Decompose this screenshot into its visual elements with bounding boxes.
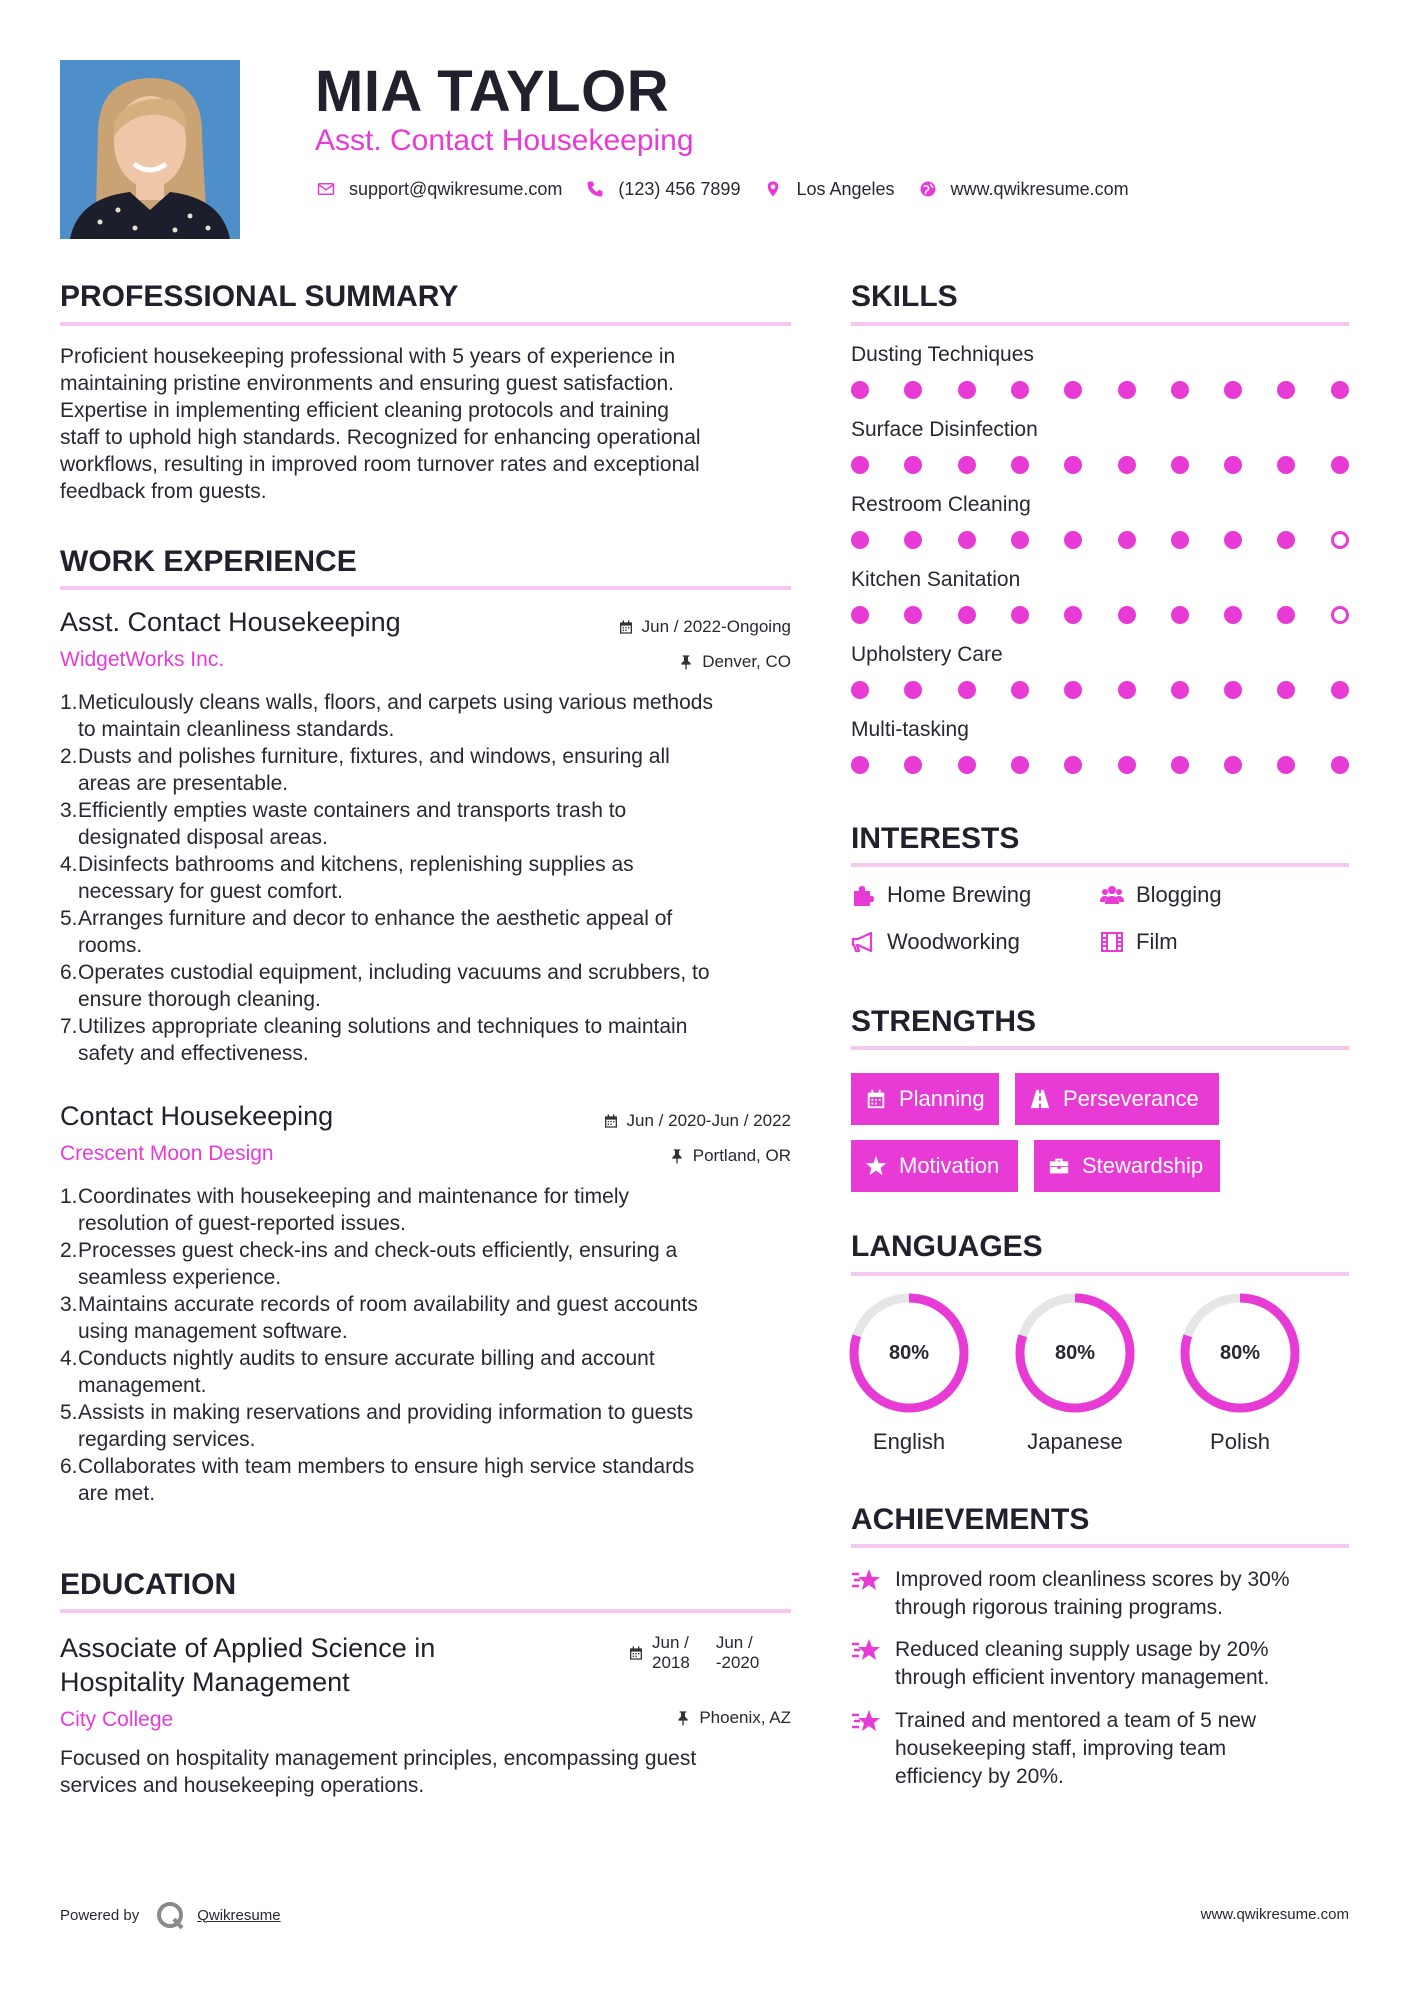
strength-badge: Stewardship: [1034, 1140, 1220, 1192]
list-item: 2. Dusts and polishes furniture, fixtures, and windows, ensuring all areas are presentable.: [60, 745, 670, 795]
skill-rating: [851, 606, 1349, 626]
strength-badge: Motivation: [851, 1140, 1018, 1192]
achievement-item: Trained and mentored a team of 5 new housekeeping staff, improving team efficiency by 20%.: [851, 1707, 1349, 1791]
envelope-icon: [315, 178, 337, 200]
job-location: [669, 1146, 791, 1166]
users-icon: [1100, 883, 1124, 907]
contact-location: Los Angeles: [796, 178, 895, 199]
job-date-text: Jun / 2022-Ongoing: [641, 617, 791, 636]
education-date: Jun / 2018 Jun / -2020: [628, 1633, 759, 1673]
achievement-item: Reduced cleaning supply usage by 20% through efficient inventory management.: [851, 1636, 1349, 1692]
briefcase-icon: [1048, 1155, 1070, 1177]
section-divider: [851, 1272, 1349, 1276]
phone-icon: [584, 178, 606, 200]
rating-dot-filled: [904, 381, 922, 399]
rating-dot-filled: [1277, 756, 1295, 774]
skill-rating: [851, 681, 1349, 701]
section-heading-achievements: ACHIEVEMENTS: [851, 1503, 1090, 1536]
map-pin-icon: [762, 178, 784, 200]
qwikresume-logo-icon: [155, 1900, 185, 1930]
summary-line: Expertise in implementing efficient cleaning protocols and training: [60, 399, 669, 422]
language-gauge: [1013, 1291, 1137, 1415]
rating-dot-filled: [851, 531, 869, 549]
section-heading-skills: SKILLS: [851, 280, 958, 313]
rating-dot-filled: [958, 531, 976, 549]
rating-dot-filled: [1277, 606, 1295, 624]
footer-website[interactable]: www.qwikresume.com: [1200, 1906, 1349, 1923]
contact-email[interactable]: support@qwikresume.com: [349, 178, 563, 199]
rating-dot-empty: [1331, 606, 1349, 624]
rating-dot-filled: [1277, 681, 1295, 699]
shooting-star-icon: [851, 1636, 883, 1664]
list-item: 6. Operates custodial equipment, including vacuums and scrubbers, to ensure thorough cleaning.: [60, 961, 710, 1011]
rating-dot-filled: [1011, 456, 1029, 474]
job-location-text: Denver, CO: [702, 652, 791, 671]
rating-dot-filled: [904, 531, 922, 549]
rating-dot-filled: [1277, 381, 1295, 399]
road-icon: [1029, 1088, 1051, 1110]
section-heading-languages: LANGUAGES: [851, 1230, 1043, 1263]
summary-line: maintaining pristine environments and ensuring guest satisfaction.: [60, 372, 675, 395]
section-divider: [851, 322, 1349, 326]
contact-website[interactable]: www.qwikresume.com: [950, 178, 1129, 199]
rating-dot-filled: [1224, 756, 1242, 774]
footer-powered-by: Powered by Qwikresume: [60, 1900, 281, 1930]
list-item: 4. Conducts nightly audits to ensure accurate billing and account management.: [60, 1347, 655, 1397]
list-item: 3. Efficiently empties waste containers and transports trash to designated disposal areas.: [60, 799, 627, 849]
rating-dot-filled: [1064, 606, 1082, 624]
avatar-illustration: [60, 60, 240, 239]
rating-dot-filled: [1224, 381, 1242, 399]
strength-badge: Perseverance: [1015, 1073, 1219, 1125]
film-icon: [1100, 930, 1124, 954]
rating-dot-filled: [851, 606, 869, 624]
interest-item: Blogging: [1100, 882, 1222, 908]
skill-name: Multi-tasking: [851, 718, 969, 741]
strength-badge: Planning: [851, 1073, 999, 1125]
skill-rating: [851, 381, 1349, 401]
education-description: Focused on hospitality management principles, encompassing guest services and housekeeping operations.: [60, 1747, 697, 1797]
section-divider: [851, 1046, 1349, 1050]
rating-dot-filled: [1064, 531, 1082, 549]
summary-line: staff to uphold high standards. Recognized for enhancing operational: [60, 426, 701, 449]
skill-name: Restroom Cleaning: [851, 493, 1031, 516]
job-company: WidgetWorks Inc.: [60, 648, 225, 671]
language-gauge: [1178, 1291, 1302, 1415]
contact-bar: [315, 178, 1151, 200]
globe-icon: [917, 178, 939, 200]
section-divider: [60, 586, 791, 590]
skill-rating: [851, 456, 1349, 476]
section-heading-experience: WORK EXPERIENCE: [60, 545, 357, 578]
star-icon: [865, 1155, 887, 1177]
skill-name: Kitchen Sanitation: [851, 568, 1021, 591]
list-item: 4. Disinfects bathrooms and kitchens, replenishing supplies as necessary for guest comfort.: [60, 853, 634, 903]
rating-dot-filled: [1064, 381, 1082, 399]
rating-dot-filled: [958, 606, 976, 624]
rating-dot-filled: [1064, 681, 1082, 699]
section-divider: [60, 1609, 791, 1613]
skill-name: Surface Disinfection: [851, 418, 1038, 441]
language-gauge: [847, 1291, 971, 1415]
summary-line: workflows, resulting in improved room turnover rates and exceptional: [60, 453, 700, 476]
rating-dot-filled: [1118, 756, 1136, 774]
job-date: [603, 1111, 791, 1131]
list-item: 5. Arranges furniture and decor to enhance the aesthetic appeal of rooms.: [60, 907, 673, 957]
interest-item: Home Brewing: [851, 882, 1031, 908]
education-location: Phoenix, AZ: [675, 1708, 791, 1728]
rating-dot-filled: [1064, 756, 1082, 774]
rating-dot-filled: [904, 681, 922, 699]
rating-dot-filled: [1277, 531, 1295, 549]
shooting-star-icon: [851, 1566, 883, 1594]
rating-dot-filled: [1011, 381, 1029, 399]
list-item: 2. Processes guest check-ins and check-outs efficiently, ensuring a seamless experience.: [60, 1239, 678, 1289]
pushpin-icon: [675, 1710, 691, 1726]
rating-dot-empty: [1331, 531, 1349, 549]
rating-dot-filled: [958, 756, 976, 774]
skill-rating: [851, 756, 1349, 776]
rating-dot-filled: [1011, 681, 1029, 699]
calendar-icon: [618, 619, 634, 635]
section-divider: [851, 863, 1349, 867]
pushpin-icon: [669, 1148, 685, 1164]
job-location: [678, 652, 791, 672]
language-percent: 80%: [1054, 1341, 1096, 1364]
rating-dot-filled: [904, 756, 922, 774]
list-item: 7. Utilizes appropriate cleaning solutions and techniques to maintain safety and effectiveness.: [60, 1015, 688, 1065]
skill-name: Upholstery Care: [851, 643, 1003, 666]
language-percent: 80%: [888, 1341, 930, 1364]
rating-dot-filled: [1064, 456, 1082, 474]
list-item: 3. Maintains accurate records of room availability and guest accounts using management software.: [60, 1293, 698, 1343]
rating-dot-filled: [1118, 531, 1136, 549]
list-item: 1. Coordinates with housekeeping and maintenance for timely resolution of guest-reported issues.: [60, 1185, 629, 1235]
profile-photo: [60, 60, 240, 239]
rating-dot-filled: [958, 456, 976, 474]
language-name: English: [872, 1429, 946, 1454]
rating-dot-filled: [1118, 381, 1136, 399]
list-item: 5. Assists in making reservations and providing information to guests regarding services.: [60, 1401, 694, 1451]
candidate-title: Asst. Contact Housekeeping: [315, 124, 694, 157]
rating-dot-filled: [958, 681, 976, 699]
skill-rating: [851, 531, 1349, 551]
pushpin-icon: [678, 654, 694, 670]
language-name: Polish: [1210, 1429, 1270, 1454]
rating-dot-filled: [1171, 681, 1189, 699]
rating-dot-filled: [1171, 606, 1189, 624]
rating-dot-filled: [1224, 456, 1242, 474]
interest-item: Woodworking: [851, 929, 1020, 955]
candidate-name: MIA TAYLOR: [315, 59, 670, 124]
interest-item: Film: [1100, 929, 1178, 955]
puzzle-icon: [851, 883, 875, 907]
rating-dot-filled: [1171, 456, 1189, 474]
rating-dot-filled: [851, 456, 869, 474]
degree-title: Associate of Applied Science in Hospitality Management: [60, 1633, 436, 1697]
rating-dot-filled: [1171, 756, 1189, 774]
rating-dot-filled: [1331, 381, 1349, 399]
contact-phone[interactable]: (123) 456 7899: [618, 178, 741, 199]
rating-dot-filled: [851, 381, 869, 399]
section-divider: [851, 1544, 1349, 1548]
section-divider: [60, 322, 791, 326]
job-company: Crescent Moon Design: [60, 1142, 274, 1165]
calendar-icon: [628, 1645, 644, 1661]
rating-dot-filled: [1118, 606, 1136, 624]
list-item: 6. Collaborates with team members to ensure high service standards are met.: [60, 1455, 695, 1505]
rating-dot-filled: [1118, 681, 1136, 699]
section-heading-interests: INTERESTS: [851, 822, 1020, 855]
summary-text: [60, 343, 791, 505]
rating-dot-filled: [851, 681, 869, 699]
rating-dot-filled: [1171, 381, 1189, 399]
school-name: City College: [60, 1708, 174, 1731]
shooting-star-icon: [851, 1707, 883, 1735]
rating-dot-filled: [1118, 456, 1136, 474]
achievement-item: Improved room cleanliness scores by 30% through rigorous training programs.: [851, 1566, 1349, 1622]
rating-dot-filled: [904, 456, 922, 474]
language-percent: 80%: [1219, 1341, 1261, 1364]
job-date: [618, 617, 791, 637]
summary-line: feedback from guests.: [60, 480, 267, 503]
section-heading-strengths: STRENGTHS: [851, 1005, 1037, 1038]
list-item: 1. Meticulously cleans walls, floors, and carpets using various methods to maintain cleanliness standards.: [60, 691, 713, 741]
qwikresume-link[interactable]: Qwikresume: [197, 1906, 281, 1924]
job-location-text: Portland, OR: [692, 1146, 791, 1165]
job-bullets: [60, 689, 791, 1067]
rating-dot-filled: [1277, 456, 1295, 474]
job-bullets: [60, 1183, 791, 1507]
rating-dot-filled: [1224, 531, 1242, 549]
job-title: Contact Housekeeping: [60, 1101, 334, 1131]
language-name: Japanese: [1027, 1429, 1123, 1454]
rating-dot-filled: [1224, 606, 1242, 624]
calendar-icon: [603, 1113, 619, 1129]
rating-dot-filled: [1171, 531, 1189, 549]
calendar-icon: [865, 1088, 887, 1110]
rating-dot-filled: [1011, 606, 1029, 624]
megaphone-icon: [851, 930, 875, 954]
rating-dot-filled: [1011, 756, 1029, 774]
rating-dot-filled: [1331, 681, 1349, 699]
rating-dot-filled: [1331, 756, 1349, 774]
summary-line: Proficient housekeeping professional with 5 years of experience in: [60, 345, 676, 368]
rating-dot-filled: [1224, 681, 1242, 699]
rating-dot-filled: [1331, 456, 1349, 474]
section-heading-education: EDUCATION: [60, 1568, 237, 1601]
skill-name: Dusting Techniques: [851, 343, 1034, 366]
job-date-text: Jun / 2020-Jun / 2022: [626, 1111, 791, 1130]
rating-dot-filled: [1011, 531, 1029, 549]
rating-dot-filled: [904, 606, 922, 624]
section-heading-summary: PROFESSIONAL SUMMARY: [60, 280, 459, 313]
job-title: Asst. Contact Housekeeping: [60, 607, 401, 637]
rating-dot-filled: [958, 381, 976, 399]
rating-dot-filled: [851, 756, 869, 774]
